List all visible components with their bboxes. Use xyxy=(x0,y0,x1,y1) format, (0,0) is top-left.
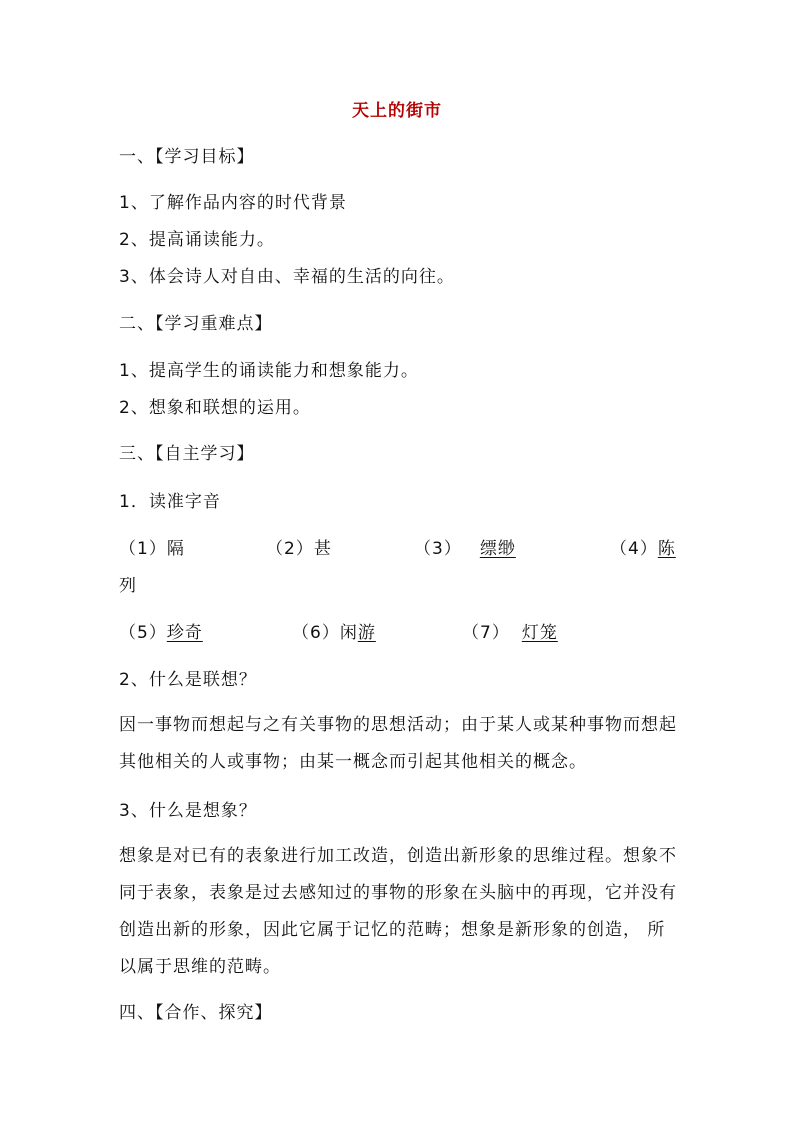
vocab-word-underlined: 游 xyxy=(357,623,376,643)
vocab-item-6 xyxy=(292,622,376,644)
vocab-item-2 xyxy=(266,538,332,560)
section-heading-goals: 一、【学习目标】 xyxy=(119,147,255,167)
vocab-number: （2） xyxy=(266,539,314,559)
vocab-number: （4） xyxy=(610,539,658,559)
section-heading-key-points: 二、【学习重难点】 xyxy=(119,314,273,334)
vocab-number: （5） xyxy=(119,623,167,643)
vocab-word: 缥缈 xyxy=(479,539,516,559)
vocab-word: 闲 xyxy=(339,623,358,643)
vocab-number: （1） xyxy=(119,539,167,559)
vocab-item-3 xyxy=(414,538,516,560)
key-point-item-2: 2、想象和联想的运用。 xyxy=(119,398,311,418)
goal-item-2: 2、提高诵读能力。 xyxy=(119,230,275,250)
goal-item-1: 1、了解作品内容的时代背景 xyxy=(119,193,347,213)
association-question: 2、什么是联想？ xyxy=(119,670,257,690)
imagination-question: 3、什么是想象？ xyxy=(119,801,257,821)
goal-item-3: 3、体会诗人对自由、幸福的生活的向往。 xyxy=(119,267,455,287)
vocab-item-4 xyxy=(610,538,676,560)
vocab-word: 隔 xyxy=(166,539,185,559)
vocab-word: 列 xyxy=(119,576,137,596)
pronunciation-title: 1．读准字音 xyxy=(119,492,221,512)
vocab-word: 珍奇 xyxy=(166,623,203,643)
document-title: 天上的街市 xyxy=(352,101,442,121)
vocab-word: 灯笼 xyxy=(521,623,558,643)
association-answer: 因一事物而想起与之有关事物的思想活动；由于某人或某种事物而想起其他相关的人或事物；由某一概念而引起其他相关的概念。 xyxy=(119,715,677,772)
imagination-answer: 想象是对已有的表象进行加工改造，创造出新形象的思维过程。想象不同于表象，表象是过去感知过的事物的形象在头脑中的再现，它并没有创造出新的形象，因此它属于记忆的范畴；想象是新形象的创造， 所以属于思维的范畴。 xyxy=(119,846,677,977)
vocab-item-1 xyxy=(119,538,185,560)
vocab-item-5 xyxy=(119,622,203,644)
vocab-number: （7） xyxy=(462,623,510,643)
section-heading-cooperation: 四、【合作、探究】 xyxy=(119,1003,273,1023)
section-heading-self-study: 三、【自主学习】 xyxy=(119,444,255,464)
vocab-item-4-continued xyxy=(119,575,137,597)
vocab-item-7 xyxy=(462,622,558,644)
key-point-item-1: 1、提高学生的诵读能力和想象能力。 xyxy=(119,361,419,381)
vocab-word: 甚 xyxy=(313,539,332,559)
vocab-number: （6） xyxy=(292,623,340,643)
vocab-number: （3） xyxy=(414,539,462,559)
vocab-word: 陈 xyxy=(657,539,676,559)
